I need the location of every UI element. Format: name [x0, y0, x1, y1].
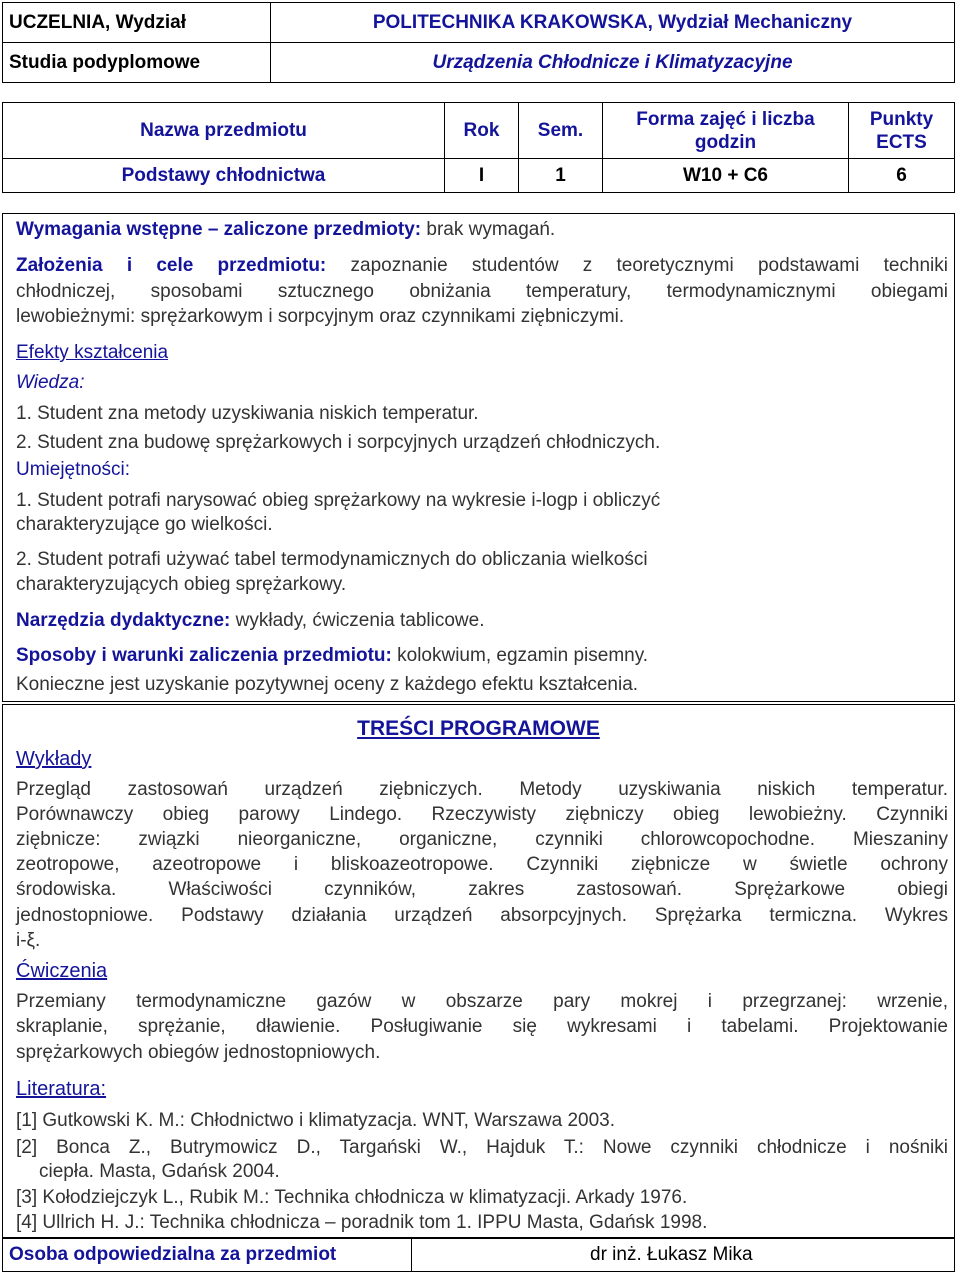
cell-ects: 6 [849, 159, 955, 193]
header-program-label: Studia podyplomowe [3, 43, 271, 83]
col-header-semester: Sem. [519, 103, 603, 159]
exercises-heading: Ćwiczenia [16, 960, 108, 982]
course-description-box [2, 213, 955, 702]
skill-1-line-1: 1. Student potrafi narysować obieg sprężarkowy na wykresie i-logp i obliczyć [16, 490, 661, 511]
literature-item-1: [1] Gutkowski K. M.: Chłodnictwo i klimatyzacja. WNT, Warszawa 2003. [16, 1110, 616, 1131]
col-header-year: Rok [445, 103, 519, 159]
assessment [16, 644, 648, 668]
literature-heading: Literatura: [16, 1078, 107, 1100]
knowledge-item-1: 1. Student zna metody uzyskiwania niskich temperatur. [16, 403, 479, 424]
tools [16, 609, 485, 633]
program-box [2, 704, 955, 1238]
literature-item-2: [2] Bonca Z., Butrymowicz D., Targański W., Hajduk T.: Nowe czynniki chłodnicze i nośniki [16, 1137, 948, 1158]
tools-value: wykłady, ćwiczenia tablicowe. [230, 610, 485, 631]
lectures-line-3: ziębnicze: związki nieorganiczne, organiczne, czynniki chlorowcopochodne. Mieszaniny [16, 829, 948, 850]
aims-line-1: Założenia i cele przedmiotu: zapoznanie studentów z teoretycznymi podstawami techniki [16, 255, 948, 276]
exercises-line-2: skraplanie, sprężanie, dławienie. Posługiwanie się wykresami i tabelami. Projektowanie [16, 1016, 948, 1037]
lectures-line-4: zeotropowe, azeotropowe i bliskoazeotropowe. Czynniki ziębnicze w świetle ochrony [16, 854, 948, 875]
skill-2-line-1: 2. Student potrafi używać tabel termodynamicznych do obliczania wielkości [16, 549, 648, 570]
prerequisites [16, 218, 555, 242]
literature-item-2-cont: ciepła. Masta, Gdańsk 2004. [39, 1161, 280, 1182]
skill-1-line-2: charakteryzujące go wielkości. [16, 514, 273, 535]
cell-form: W10 + C6 [603, 159, 849, 193]
responsible-person-label: Osoba odpowiedzialna za przedmiot [3, 1239, 412, 1272]
col-header-form: Forma zajęć i liczba godzin [603, 103, 849, 159]
outcomes-heading: Efekty kształcenia [16, 342, 169, 363]
exercises-line-1: Przemiany termodynamiczne gazów w obszarze pary mokrej i przegrzanej: wrzenie, [16, 991, 948, 1012]
exercises-line-3: sprężarkowych obiegów jednostopniowych. [16, 1042, 381, 1063]
header-program-value: Urządzenia Chłodnicze i Klimatyzacyjne [271, 43, 955, 83]
header-university-value: POLITECHNIKA KRAKOWSKA, Wydział Mechaniczny [271, 3, 955, 43]
lectures-line-7: i-ξ. [16, 930, 41, 951]
literature-item-4: [4] Ullrich H. J.: Technika chłodnicza – poradnik tom 1. IPPU Masta, Gdańsk 1998. [16, 1212, 708, 1233]
skills-heading: Umiejętności: [16, 459, 131, 480]
cell-course-name: Podstawy chłodnictwa [3, 159, 445, 193]
cell-year: I [445, 159, 519, 193]
assessment-value: kolokwium, egzamin pisemny. [391, 645, 649, 666]
assessment-label: Sposoby i warunki zaliczenia przedmiotu: [16, 645, 392, 666]
literature-item-3: [3] Kołodziejczyk L., Rubik M.: Technika chłodnicza w klimatyzacji. Arkady 1976. [16, 1187, 688, 1208]
aims-line-2: chłodniczej, sposobami sztucznego obniżania temperatury, termodynamicznymi obiegami [16, 281, 948, 302]
aims-line-3: lewobieżnymi: sprężarkowym i sorpcyjnym oraz czynnikami ziębniczymi. [16, 306, 625, 327]
assessment-note: Konieczne jest uzyskanie pozytywnej oceny z każdego efektu kształcenia. [16, 674, 639, 695]
col-header-name: Nazwa przedmiotu [3, 103, 445, 159]
prerequisites-value: brak wymagań. [421, 219, 556, 240]
tools-label: Narzędzia dydaktyczne: [16, 610, 231, 631]
footer-table [2, 1238, 955, 1272]
program-heading: TREŚCI PROGRAMOWE [357, 717, 600, 740]
course-table [2, 102, 955, 193]
knowledge-item-2: 2. Student zna budowę sprężarkowych i sorpcyjnych urządzeń chłodniczych. [16, 432, 661, 453]
lectures-line-2: Porównawczy obieg parowy Lindego. Rzeczywisty ziębniczy obieg lewobieżny. Czynniki [16, 804, 948, 825]
responsible-person-value: dr inż. Łukasz Mika [412, 1239, 955, 1272]
header-table [2, 2, 955, 83]
header-university-label: UCZELNIA, Wydział [3, 3, 271, 43]
col-header-ects: Punkty ECTS [849, 103, 955, 159]
aims-label: Założenia i cele przedmiotu: [16, 255, 327, 276]
prerequisites-label: Wymagania wstępne – zaliczone przedmioty: [16, 219, 422, 240]
cell-semester: 1 [519, 159, 603, 193]
lectures-line-5: środowiska. Właściwości czynników, zakres zastosowań. Sprężarkowe obiegi [16, 879, 948, 900]
lectures-line-6: jednostopniowe. Podstawy działania urządzeń absorpcyjnych. Sprężarka termiczna. Wykres [16, 905, 948, 926]
lectures-line-1: Przegląd zastosowań urządzeń ziębniczych. Metody uzyskiwania niskich temperatur. [16, 779, 948, 800]
knowledge-heading: Wiedza: [16, 372, 85, 393]
lectures-heading: Wykłady [16, 748, 92, 770]
skill-2-line-2: charakteryzujących obieg sprężarkowy. [16, 574, 347, 595]
